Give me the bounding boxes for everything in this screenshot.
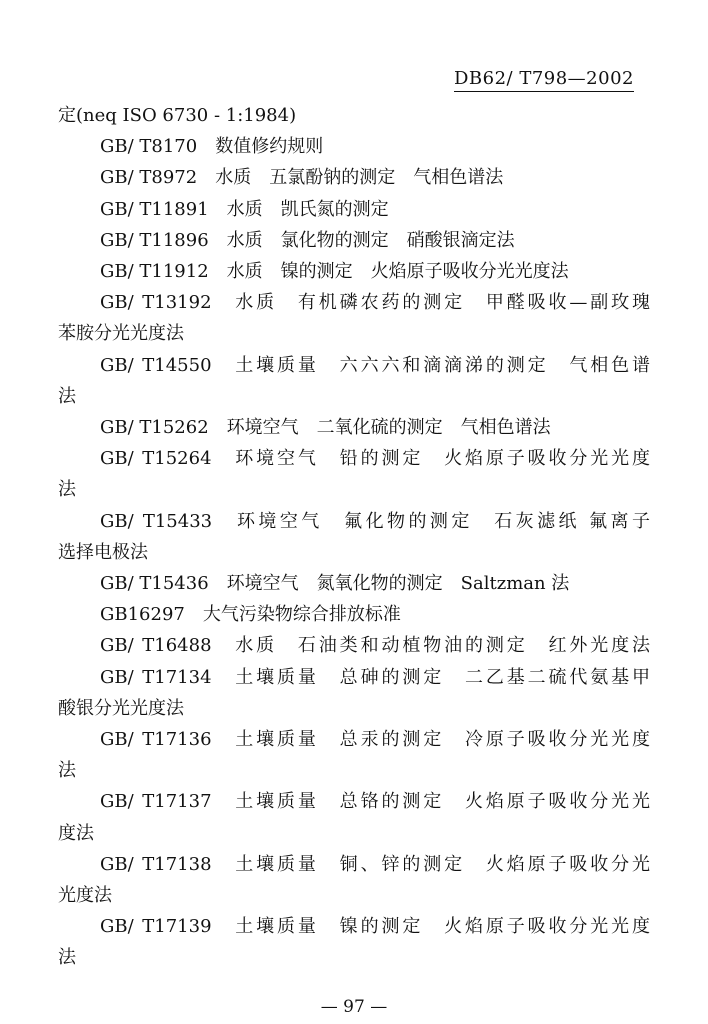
reference-entry-line: GB/ T15262 环境空气 二氧化硫的测定 气相色谱法 bbox=[100, 417, 551, 439]
page-number: — 97 — bbox=[320, 997, 388, 1017]
continuation-line: 法 bbox=[58, 385, 76, 407]
reference-entry-line: GB/ T16488 水质 石油类和动植物油的测定 红外光度法 bbox=[100, 635, 650, 657]
reference-entry-line: GB/ T17137 土壤质量 总铬的测定 火焰原子吸收分光光 bbox=[100, 791, 650, 813]
reference-entry-line: GB/ T17136 土壤质量 总汞的测定 冷原子吸收分光光度 bbox=[100, 729, 650, 751]
reference-entry-line: GB/ T11912 水质 镍的测定 火焰原子吸收分光光度法 bbox=[100, 261, 569, 283]
reference-entry-line: GB/ T17138 土壤质量 铜、锌的测定 火焰原子吸收分光 bbox=[100, 853, 650, 875]
continuation-line: 定(neq ISO 6730 - 1:1984) bbox=[58, 105, 297, 126]
reference-entry-line: GB/ T8170 数值修约规则 bbox=[100, 136, 324, 158]
continuation-line: 光度法 bbox=[58, 885, 112, 907]
continuation-line: 法 bbox=[58, 947, 76, 969]
reference-entry-line: GB/ T11896 水质 氯化物的测定 硝酸银滴定法 bbox=[100, 229, 515, 251]
reference-entry-line: GB/ T8972 水质 五氯酚钠的测定 气相色谱法 bbox=[100, 167, 504, 189]
reference-entry-line: GB/ T11891 水质 凯氏氮的测定 bbox=[100, 198, 389, 220]
continuation-line: 度法 bbox=[58, 822, 94, 844]
reference-entry-line: GB/ T15264 环境空气 铅的测定 火焰原子吸收分光光度 bbox=[100, 448, 650, 470]
reference-entry-line: GB/ T14550 土壤质量 六六六和滴滴涕的测定 气相色谱 bbox=[100, 354, 650, 376]
continuation-line: 选择电极法 bbox=[58, 541, 148, 563]
reference-entry-line: GB/ T17139 土壤质量 镍的测定 火焰原子吸收分光光度 bbox=[100, 916, 650, 938]
reference-list bbox=[58, 100, 650, 974]
reference-entry-line: GB/ T15433 环境空气 氟化物的测定 石灰滤纸 氟离子 bbox=[100, 510, 650, 532]
reference-entry-line: GB/ T17134 土壤质量 总砷的测定 二乙基二硫代氨基甲 bbox=[100, 666, 650, 688]
reference-entry-line: GB/ T15436 环境空气 氮氧化物的测定 Saltzman 法 bbox=[100, 573, 570, 595]
document-code-header: DB62/ T798—2002 bbox=[454, 68, 634, 92]
continuation-line: 法 bbox=[58, 760, 76, 782]
reference-entry-line: GB16297 大气污染物综合排放标准 bbox=[100, 604, 401, 626]
continuation-line: 法 bbox=[58, 479, 76, 501]
continuation-line: 苯胺分光光度法 bbox=[58, 323, 184, 345]
continuation-line: 酸银分光光度法 bbox=[58, 697, 184, 719]
reference-entry-line: GB/ T13192 水质 有机磷农药的测定 甲醛吸收—副玫瑰 bbox=[100, 292, 650, 314]
